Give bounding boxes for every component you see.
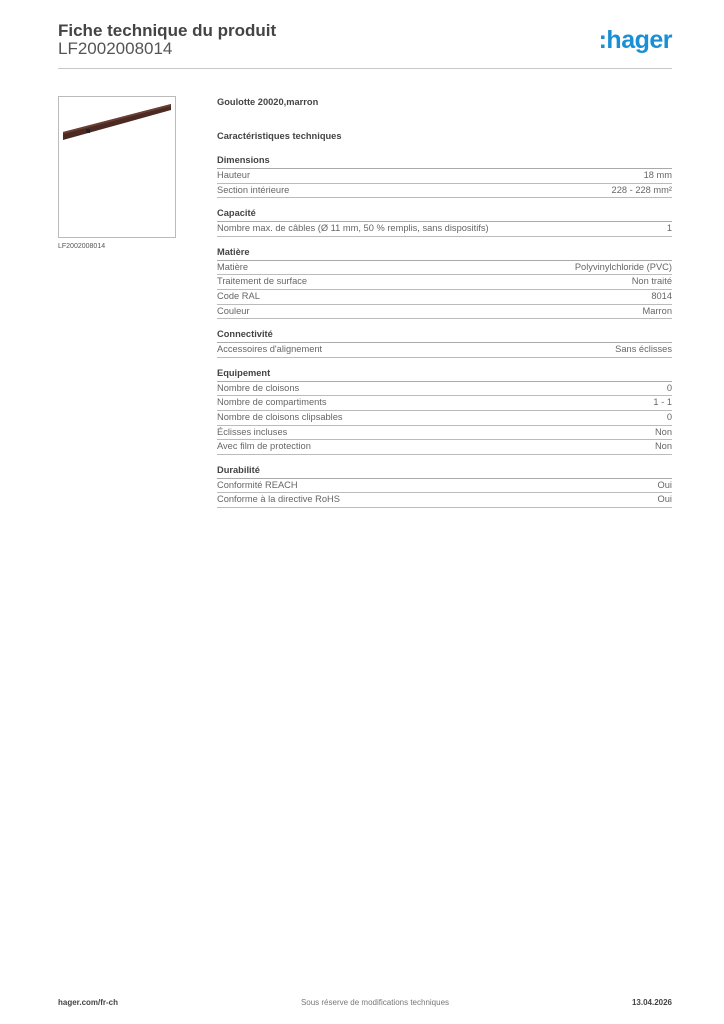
spec-row bbox=[217, 184, 672, 199]
product-code: LF2002008014 bbox=[58, 39, 173, 58]
spec-row bbox=[217, 275, 672, 290]
spec-section bbox=[217, 208, 672, 237]
spec-section bbox=[217, 329, 672, 358]
spec-value: Oui bbox=[657, 494, 672, 505]
spec-value: Non bbox=[654, 441, 672, 452]
spec-value: Non traité bbox=[631, 276, 672, 287]
footer bbox=[58, 998, 672, 1007]
spec-value: 1 bbox=[666, 223, 672, 234]
footer-date: 13.04.2026 bbox=[631, 998, 672, 1007]
spec-row bbox=[217, 493, 672, 508]
spec-row bbox=[217, 222, 672, 237]
specs-title: Caractéristiques techniques bbox=[217, 131, 342, 141]
spec-value: 0 bbox=[666, 382, 672, 393]
section-title: Equipement bbox=[217, 368, 672, 382]
spec-section bbox=[217, 368, 672, 455]
header-divider bbox=[58, 68, 672, 69]
section-title: Capacité bbox=[217, 208, 672, 222]
section-title: Durabilité bbox=[217, 465, 672, 479]
specs bbox=[217, 97, 672, 508]
footer-note: Sous réserve de modifications techniques bbox=[300, 998, 450, 1007]
spec-value: Polyvinylchloride (PVC) bbox=[574, 261, 672, 272]
spec-row bbox=[217, 411, 672, 426]
hager-logo: :hager bbox=[598, 26, 672, 54]
spec-value: 18 mm bbox=[643, 170, 672, 180]
spec-label: Nombre de compartiments bbox=[217, 397, 327, 408]
spec-label: Couleur bbox=[217, 305, 250, 316]
spec-section bbox=[217, 155, 672, 198]
spec-label: Éclisses incluses bbox=[217, 426, 288, 437]
section-title: Connectivité bbox=[217, 329, 672, 343]
spec-value: Sans éclisses bbox=[615, 344, 672, 355]
spec-label: Conforme à la directive RoHS bbox=[217, 494, 340, 505]
spec-label: Accessoires d'alignement bbox=[217, 344, 323, 355]
spec-row bbox=[217, 440, 672, 455]
spec-value: 228 - 228 mm² bbox=[611, 184, 672, 195]
spec-value: Marron bbox=[642, 305, 672, 316]
spec-row bbox=[217, 479, 672, 494]
section-title: Dimensions bbox=[217, 155, 672, 169]
spec-row bbox=[217, 426, 672, 441]
spec-row bbox=[217, 382, 672, 397]
spec-label: Nombre max. de câbles (Ø 11 mm, 50 % remplis, sans dispositifs) bbox=[217, 223, 489, 234]
spec-value: Non bbox=[654, 426, 672, 437]
spec-row bbox=[217, 261, 672, 276]
spec-label: Avec film de protection bbox=[217, 441, 311, 452]
image-caption: LF2002008014 bbox=[58, 243, 106, 250]
spec-row bbox=[217, 169, 672, 184]
spec-label: Nombre de cloisons bbox=[217, 382, 300, 393]
spec-value: 8014 bbox=[651, 290, 672, 301]
spec-label: Code RAL bbox=[217, 290, 260, 301]
spec-section bbox=[217, 247, 672, 319]
product-image bbox=[58, 96, 176, 238]
footer-website-link[interactable]: hager.com/fr-ch bbox=[58, 998, 119, 1007]
product-name: Goulotte 20020,marron bbox=[217, 97, 319, 107]
spec-value: Oui bbox=[657, 479, 672, 490]
spec-section bbox=[217, 465, 672, 508]
page-title: Fiche technique du produit bbox=[58, 21, 277, 40]
spec-row bbox=[217, 305, 672, 320]
spec-label: Hauteur bbox=[217, 170, 251, 180]
spec-row bbox=[217, 343, 672, 358]
section-title: Matière bbox=[217, 247, 672, 261]
spec-label: Section intérieure bbox=[217, 184, 290, 195]
spec-row bbox=[217, 396, 672, 411]
spec-label: Conformité REACH bbox=[217, 479, 298, 490]
spec-label: Traitement de surface bbox=[217, 276, 308, 287]
spec-label: Nombre de cloisons clipsables bbox=[217, 411, 343, 422]
spec-value: 0 bbox=[666, 411, 672, 422]
spec-row bbox=[217, 290, 672, 305]
spec-value: 1 - 1 bbox=[653, 397, 672, 408]
spec-label: Matière bbox=[217, 261, 249, 272]
cable-duct-image bbox=[59, 97, 175, 237]
